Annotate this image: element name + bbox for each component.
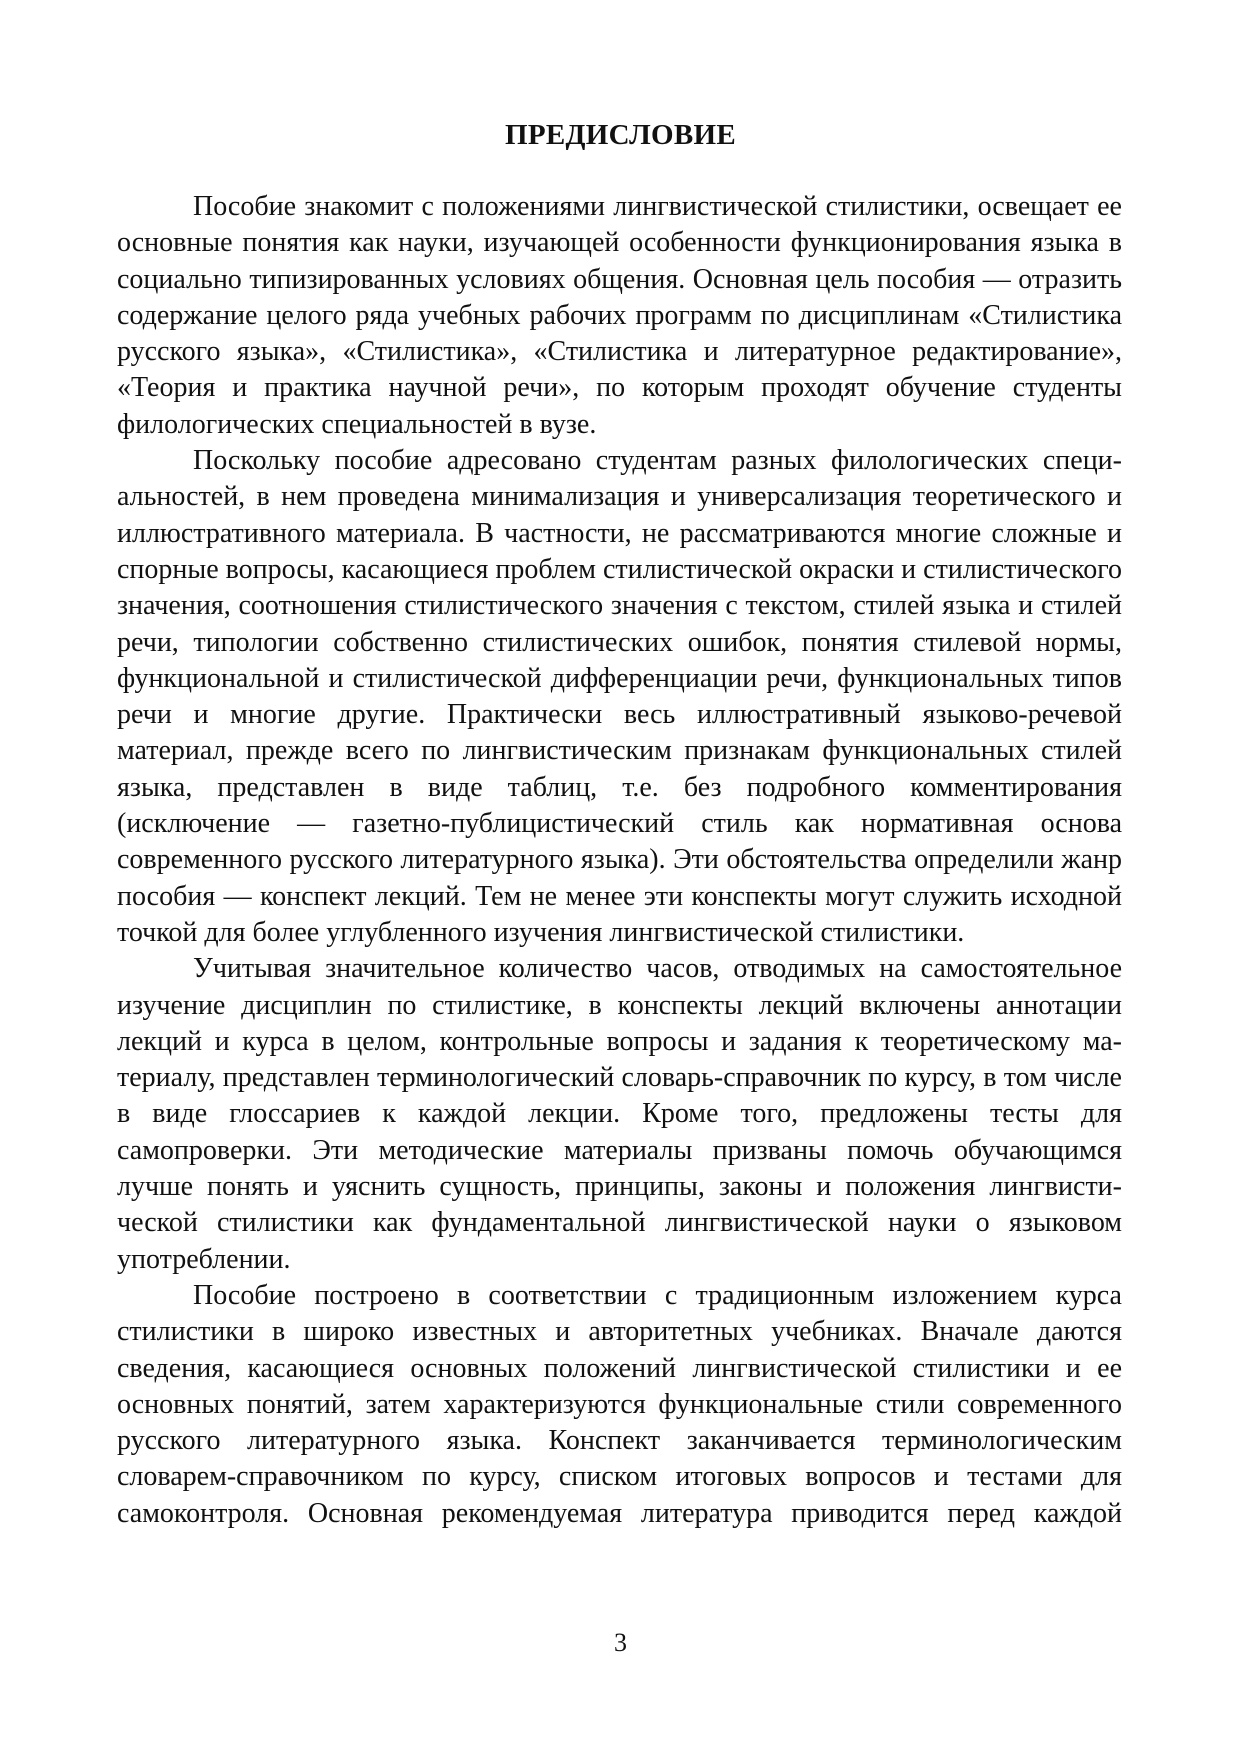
paragraph-2: Поскольку пособие адресовано студентам разных филологических специальностей, в нем проведена минимализация и универсализация теоретического и иллюстративного материала. В частности, не рассматриваются многие сложные и спорные вопросы, касающиеся проблем стилистической окраски и стилистического значения, соотношения стилистического значения с текстом, стилей языка и стилей речи, типологии собственно стилистических ошибок, понятия стилевой нормы, функциональной и стилистической дифференциации речи, функциональных типов речи и многие другие. Практически весь иллюстративный языково-речевой материал, прежде всего по лингвистическим признакам функциональных стилей языка, представлен в виде таблиц, т.е. без подробного комментирования (исключение — газетно-публицистический стиль как нормативная основа современного русского литературного языка). Эти обстоятельства определили жанр пособия — конспект лекций. Тем не менее эти конспекты могут служить исходной точкой для более углубленного изучения лингвистической стилистики. (117, 445, 1122, 948)
paragraph-4: Пособие построено в соответствии с традиционным изложением курса стилистики в широко известных и авторитетных учебниках. Вначале даются сведения, касающиеся основных положений лингвистической стилистики и ее основных понятий, затем характеризуются функциональные стили современного русского литературного языка. Конспект заканчивается терминологическим словарем-справочником по курсу, списком итоговых вопросов и тестами для самоконтроля. Основная рекомендуемая литература приводится перед каждой (117, 1279, 1122, 1529)
paragraph-3: Учитывая значительное количество часов, отводимых на самостоятельное изучение дисциплин по стилистике, в конспекты лекций включены аннотации лекций и курса в целом, контрольные вопросы и задания к теоретическому материалу, представлен терминологический словарь-справочник по курсу, в том числе в виде глоссариев к каждой лекции. Кроме того, предложены тесты для самопроверки. Эти методические материалы призваны помочь обучающимся лучше понять и уяснить сущность, принципы, законы и положения лингвистической стилистики как фундаментальной лингвистической науки о языковом употреблении. (117, 953, 1122, 1275)
page-number: 3 (614, 1628, 627, 1657)
page-title: ПРЕДИСЛОВИЕ (504, 119, 737, 151)
body-text (117, 189, 1122, 1532)
paragraph-1: Пособие знакомит с положениями лингвистической стилистики, освещает ее основные понятия как науки, изучающей особенности функционирования языка в социально типизированных условиях общения. Основная цель пособия — отразить содержание целого ряда учебных рабочих программ по дисциплинам «Стилистика русского языка», «Стилистика», «Стилистика и литературное редактирование», «Теория и практика научной речи», по которым проходят обучение студенты филологических специальностей в вузе. (117, 191, 1122, 440)
